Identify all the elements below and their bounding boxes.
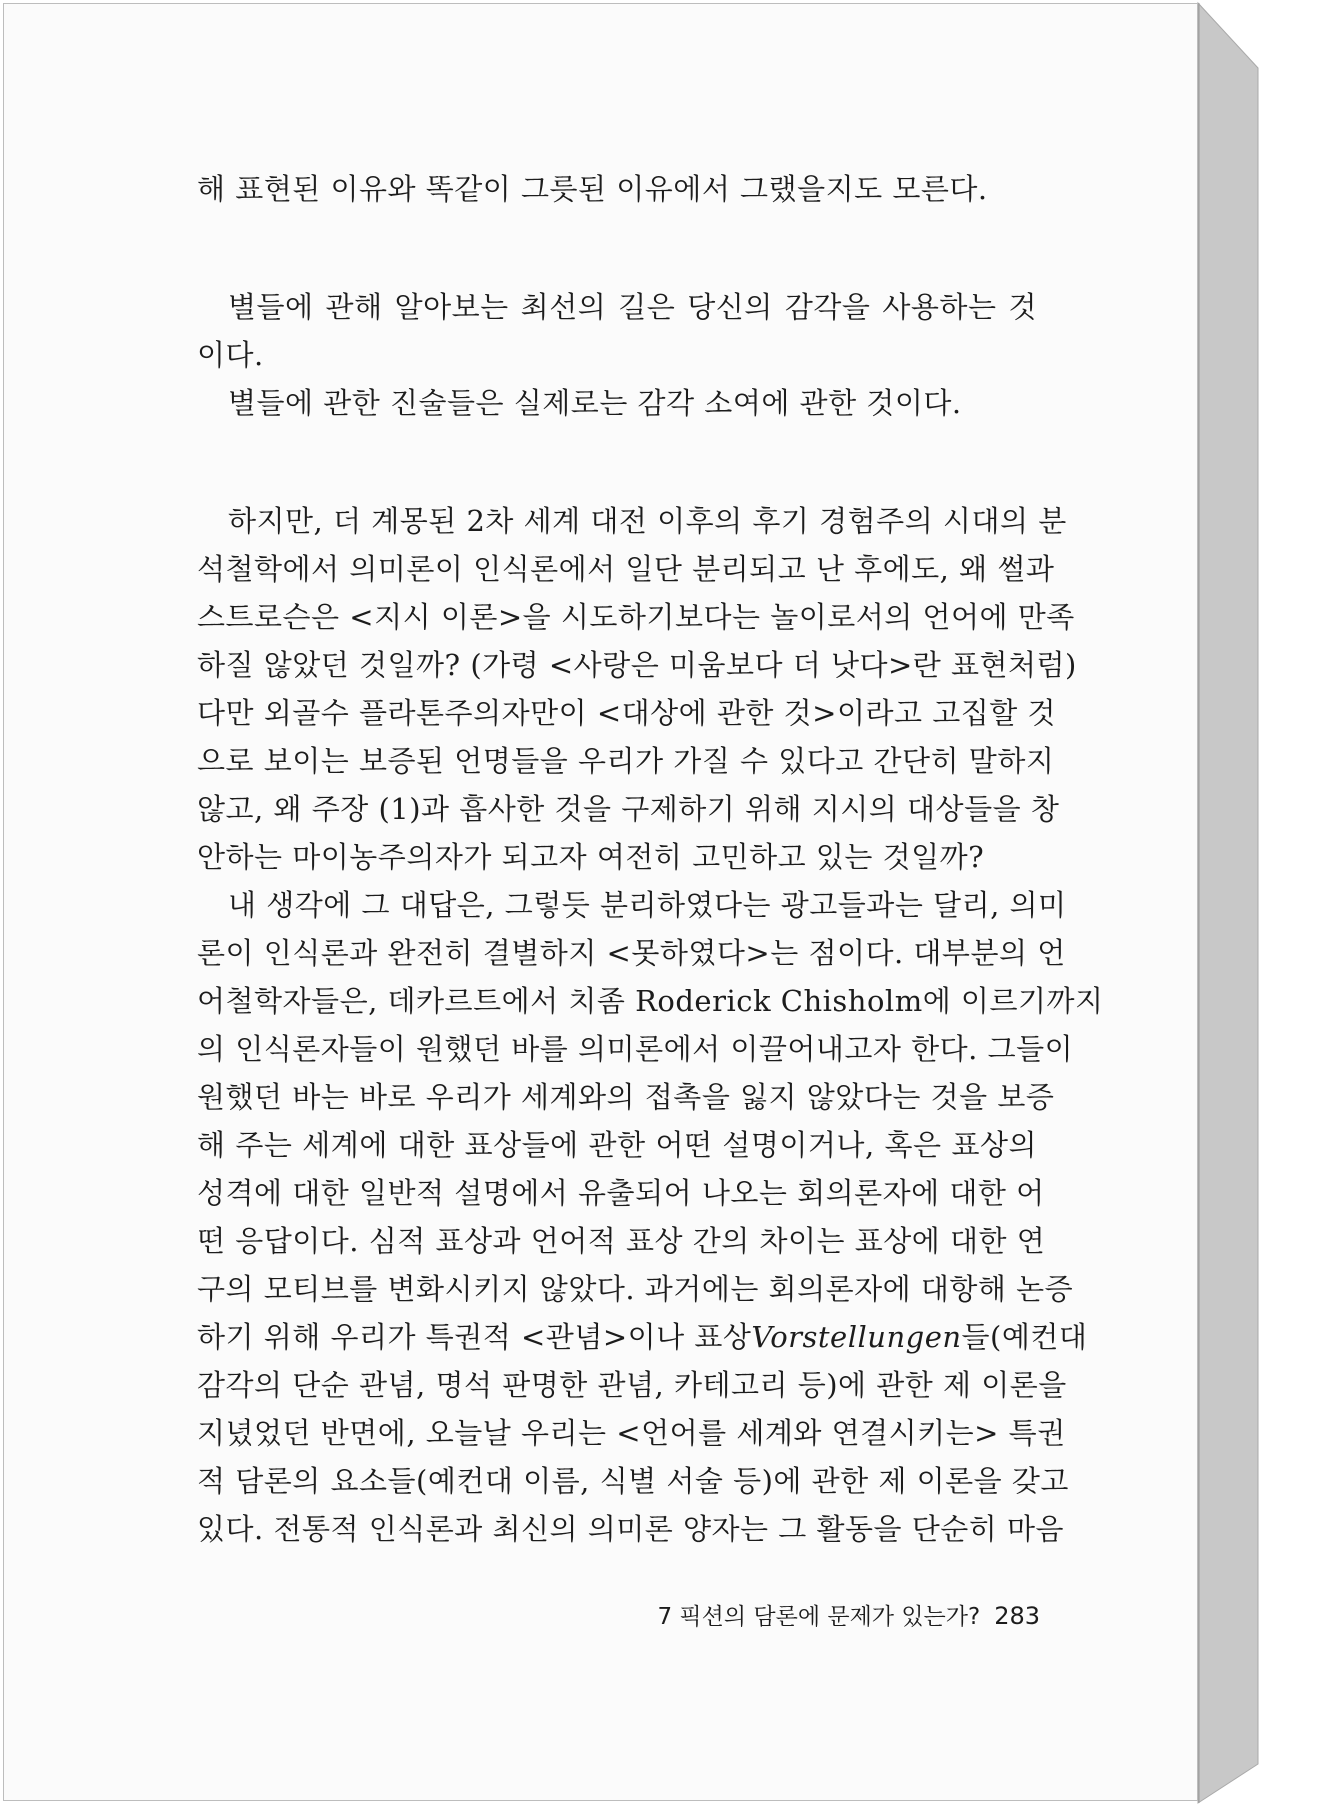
text-line: 원했던 바는 바로 우리가 세계와의 접촉을 잃지 않았다는 것을 보증 <box>197 1080 1055 1114</box>
running-head: 7 픽션의 담론에 문제가 있는가? <box>657 1604 981 1630</box>
text-line: 않고, 왜 주장 (1)과 흡사한 것을 구제하기 위해 지시의 대상들을 창 <box>197 792 1060 826</box>
text-line: 있다. 전통적 인식론과 최신의 의미론 양자는 그 활동을 단순히 마음 <box>197 1512 1065 1546</box>
text-line: 떤 응답이다. 심적 표상과 언어적 표상 간의 차이는 표상에 대한 연 <box>197 1224 1046 1258</box>
text-line: 하지만, 더 계몽된 2차 세계 대전 이후의 후기 경험주의 시대의 분 <box>228 504 1067 538</box>
page-number: 283 <box>994 1602 1040 1630</box>
italic-term: Vorstellungen <box>751 1320 962 1354</box>
text-line: 성격에 대한 일반적 설명에서 유출되어 나오는 회의론자에 대한 어 <box>197 1176 1045 1210</box>
text-line-with-italic <box>197 1313 1088 1361</box>
text-line: 구의 모티브를 변화시키지 않았다. 과거에는 회의론자에 대항해 논증 <box>197 1272 1074 1306</box>
text-line: 별들에 관해 알아보는 최선의 길은 당신의 감각을 사용하는 것 <box>228 290 1037 324</box>
text-line: 어철학자들은, 데카르트에서 치좀 Roderick Chisholm에 이르기까지 <box>197 984 1104 1018</box>
text-segment: 하기 위해 우리가 특권적 <관념>이나 표상 <box>197 1320 752 1354</box>
text-line: 별들에 관한 진술들은 실제로는 감각 소여에 관한 것이다. <box>228 386 962 420</box>
text-line: 적 담론의 요소들(예컨대 이름, 식별 서술 등)에 관한 제 이론을 갖고 <box>197 1464 1069 1498</box>
text-line: 다만 외골수 플라톤주의자만이 <대상에 관한 것>이라고 고집할 것 <box>197 696 1056 730</box>
page-footer <box>620 1598 1040 1631</box>
text-segment: 들(예컨대 <box>961 1320 1088 1354</box>
text-line: 지녔었던 반면에, 오늘날 우리는 <언어를 세계와 연결시키는> 특권 <box>197 1416 1066 1450</box>
text-line: 의 인식론자들이 원했던 바를 의미론에서 이끌어내고자 한다. 그들이 <box>197 1032 1074 1066</box>
text-line: 하질 않았던 것일까? (가령 <사랑은 미움보다 더 낫다>란 표현처럼) <box>197 648 1077 682</box>
text-line: 이다. <box>197 338 264 372</box>
text-line: 안하는 마이농주의자가 되고자 여전히 고민하고 있는 것일까? <box>197 840 985 874</box>
text-line: 석철학에서 의미론이 인식론에서 일단 분리되고 난 후에도, 왜 썰과 <box>197 552 1055 586</box>
text-line: 스트로슨은 <지시 이론>을 시도하기보다는 놀이로서의 언어에 만족 <box>197 600 1075 634</box>
text-line: 감각의 단순 관념, 명석 판명한 관념, 카테고리 등)에 관한 제 이론을 <box>197 1368 1067 1402</box>
text-line: 으로 보이는 보증된 언명들을 우리가 가질 수 있다고 간단히 말하지 <box>197 744 1055 778</box>
text-line: 론이 인식론과 완전히 결별하지 <못하였다>는 점이다. 대부분의 언 <box>197 936 1066 970</box>
text-line: 해 주는 세계에 대한 표상들에 관한 어떤 설명이거나, 혹은 표상의 <box>197 1128 1037 1162</box>
text-line: 해 표현된 이유와 똑같이 그릇된 이유에서 그랬을지도 모른다. <box>197 172 988 206</box>
text-line: 내 생각에 그 대답은, 그렇듯 분리하였다는 광고들과는 달리, 의미 <box>228 888 1067 922</box>
body-text <box>197 165 1104 1553</box>
